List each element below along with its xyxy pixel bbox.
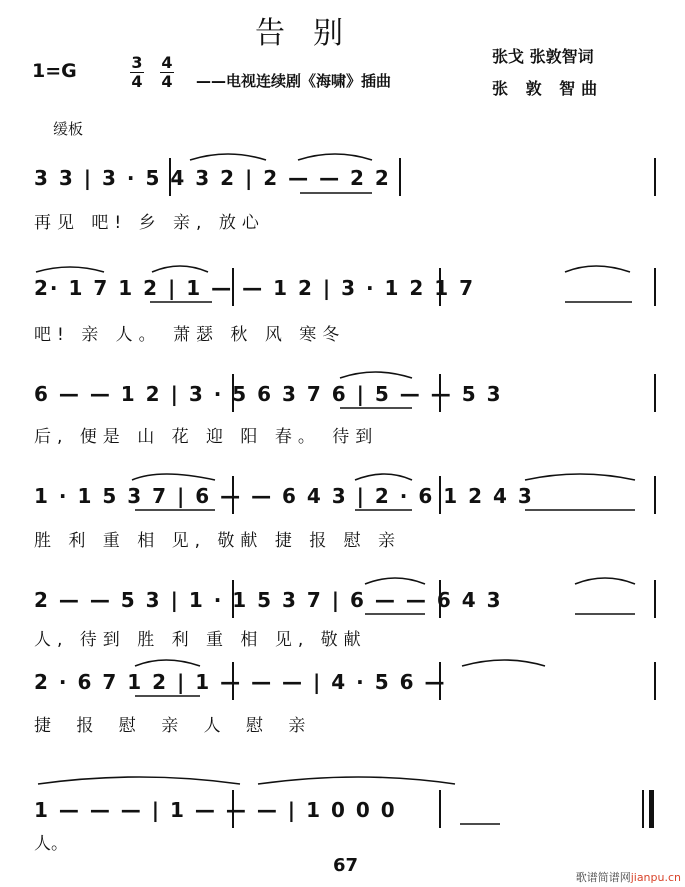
slur — [132, 474, 215, 480]
lyrics-line-3: 后, 便是 山 花 迎 阳 春。 待到 — [34, 427, 379, 447]
lyrics-line-4: 胜 利 重 相 见, 敬献 捷 报 慰 亲 — [34, 531, 402, 551]
page-number: 67 — [333, 855, 359, 876]
slur — [340, 372, 412, 378]
watermark-domain: jianpu.cn — [630, 871, 681, 884]
time-sig-2-top: 4 — [161, 53, 173, 72]
notation-line-7: 1 — — — | 1 — — — | 1 0 0 0 — [34, 798, 397, 822]
slur — [38, 777, 240, 784]
slur — [525, 474, 635, 480]
lyrics-line-2: 吧! 亲 人。 萧瑟 秋 风 寒冬 — [34, 325, 346, 345]
lyrics-line-1: 再见 吧! 乡 亲, 放心 — [34, 213, 265, 233]
slur — [152, 266, 208, 272]
composer-credit: 张 敦 智曲 — [492, 79, 604, 98]
slur — [462, 660, 545, 666]
tempo-marking: 缓板 — [53, 120, 84, 138]
notation-line-6: 2 · 6 7 1 2 | 1 — — — | 4 · 5 6 — — [34, 670, 447, 694]
slur — [36, 267, 104, 272]
slur — [575, 578, 635, 584]
time-signature-1 — [130, 54, 144, 91]
time-signature-2 — [160, 54, 174, 91]
time-sig-2-bottom: 4 — [161, 72, 173, 91]
lyrics-line-6: 捷 报 慰 亲 人 慰 亲 — [34, 716, 316, 736]
watermark-site-name: 歌谱简谱网 — [575, 871, 631, 884]
key-signature: 1=G — [32, 60, 77, 82]
lyricist-credit: 张戈 张敦智词 — [492, 47, 594, 66]
slur — [190, 154, 266, 160]
slur — [258, 777, 455, 784]
lyrics-line-7: 人。 — [34, 834, 68, 854]
song-title: 告别 — [255, 16, 371, 51]
slur — [355, 474, 412, 480]
time-sig-1-top: 3 — [131, 53, 143, 72]
notation-line-5: 2 — — 5 3 | 1 · 1 5 3 7 | 6 — — 6 4 3 — [34, 588, 503, 612]
song-subtitle: ——电视连续剧《海啸》插曲 — [196, 72, 392, 90]
time-sig-1-bottom: 4 — [131, 72, 143, 91]
notation-line-2: 2· 1 7 1 2 | 1 — — 1 2 | 3 · 1 2 1 7 — [34, 276, 476, 300]
slur — [565, 266, 630, 272]
notation-line-3: 6 — — 1 2 | 3 · 5 6 3 7 6 | 5 — — 5 3 — [34, 382, 503, 406]
notation-line-4: 1 · 1 5 3 7 | 6 — — 6 4 3 | 2 · 6 1 2 4 3 — [34, 484, 534, 508]
slur — [298, 154, 372, 160]
notation-line-1: 3 3 | 3 · 5 4 3 2 | 2 — — 2 2 — [34, 166, 391, 190]
watermark — [576, 869, 681, 885]
slur — [365, 578, 425, 584]
lyrics-line-5: 人, 待到 胜 利 重 相 见, 敬献 — [34, 630, 367, 650]
final-bar-thick — [649, 790, 654, 828]
slur — [135, 660, 200, 666]
